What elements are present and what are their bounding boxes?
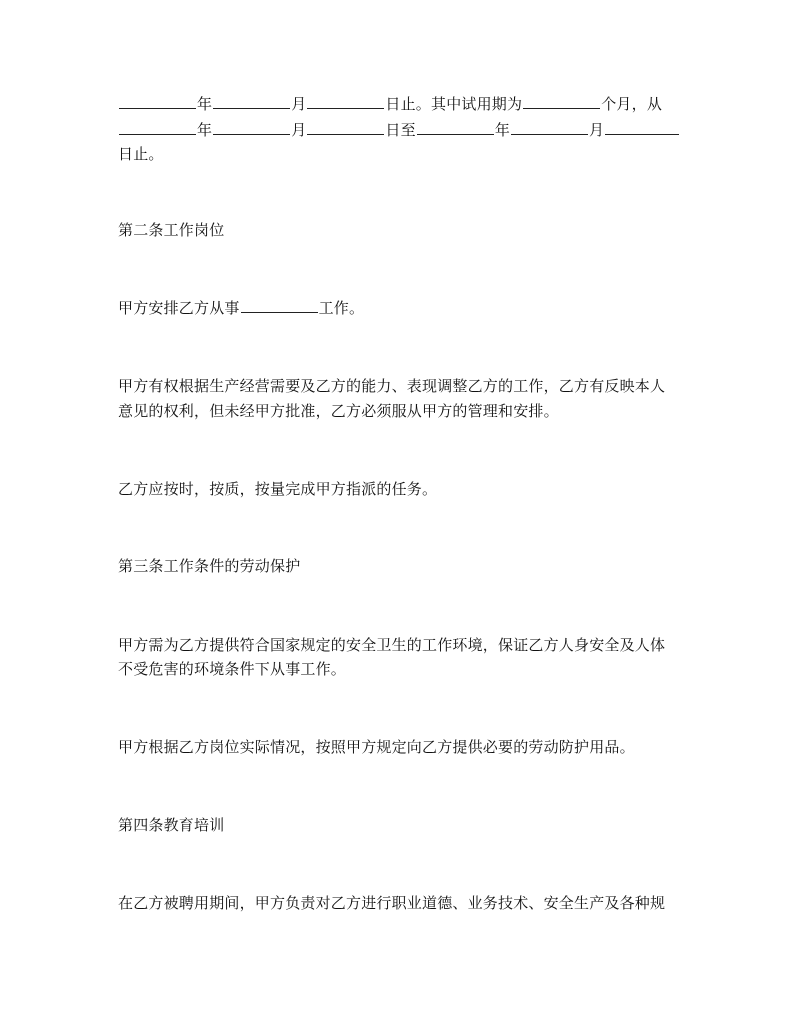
text-segment: 个月，从 (601, 95, 663, 113)
article-heading: 第二条工作岗位 (118, 221, 225, 239)
article-heading: 第四条教育培训 (118, 816, 225, 834)
paragraph-line (118, 296, 683, 320)
paragraph-line: 意见的权利，但未经甲方批准，乙方必须服从甲方的管理和安排。 (118, 402, 559, 420)
paragraph-line (118, 118, 683, 142)
fill-blank (307, 94, 384, 109)
fill-blank (523, 94, 600, 109)
fill-blank (119, 120, 196, 135)
text-segment: 年 (197, 95, 213, 113)
fill-blank (119, 94, 196, 109)
fill-blank (307, 120, 384, 135)
text-segment: 日止。其中试用期为 (385, 95, 523, 113)
fill-blank (213, 94, 290, 109)
paragraph-line (118, 92, 683, 116)
text-segment: 月 (589, 121, 605, 139)
text-segment: 月 (291, 121, 307, 139)
paragraph-line: 甲方需为乙方提供符合国家规定的安全卫生的工作环境，保证乙方人身安全及人体 (118, 636, 666, 654)
fill-blank (605, 120, 679, 135)
text-segment: 年 (494, 121, 511, 139)
fill-blank (511, 120, 588, 135)
paragraph-line: 乙方应按时，按质，按量完成甲方指派的任务。 (118, 480, 438, 498)
text-segment: 月 (291, 95, 307, 113)
text-segment: 工作。 (318, 299, 365, 317)
paragraph-line: 日止。 (118, 145, 164, 163)
paragraph-line: 在乙方被聘用期间，甲方负责对乙方进行职业道德、业务技术、安全生产及各种规 (118, 894, 666, 912)
paragraph-line: 甲方有权根据生产经营需要及乙方的能力、表现调整乙方的工作，乙方有反映本人 (118, 377, 666, 395)
article-heading: 第三条工作条件的劳动保护 (118, 557, 301, 575)
fill-blank (241, 298, 318, 313)
paragraph-line: 甲方根据乙方岗位实际情况，按照甲方规定向乙方提供必要的劳动防护用品。 (118, 738, 635, 756)
paragraph-line: 不受危害的环境条件下从事工作。 (118, 660, 347, 678)
text-segment: 日至 (385, 121, 416, 139)
text-segment: 年 (197, 121, 213, 139)
fill-blank (213, 120, 290, 135)
text-segment: 甲方安排乙方从事 (118, 299, 240, 317)
fill-blank (417, 120, 494, 135)
